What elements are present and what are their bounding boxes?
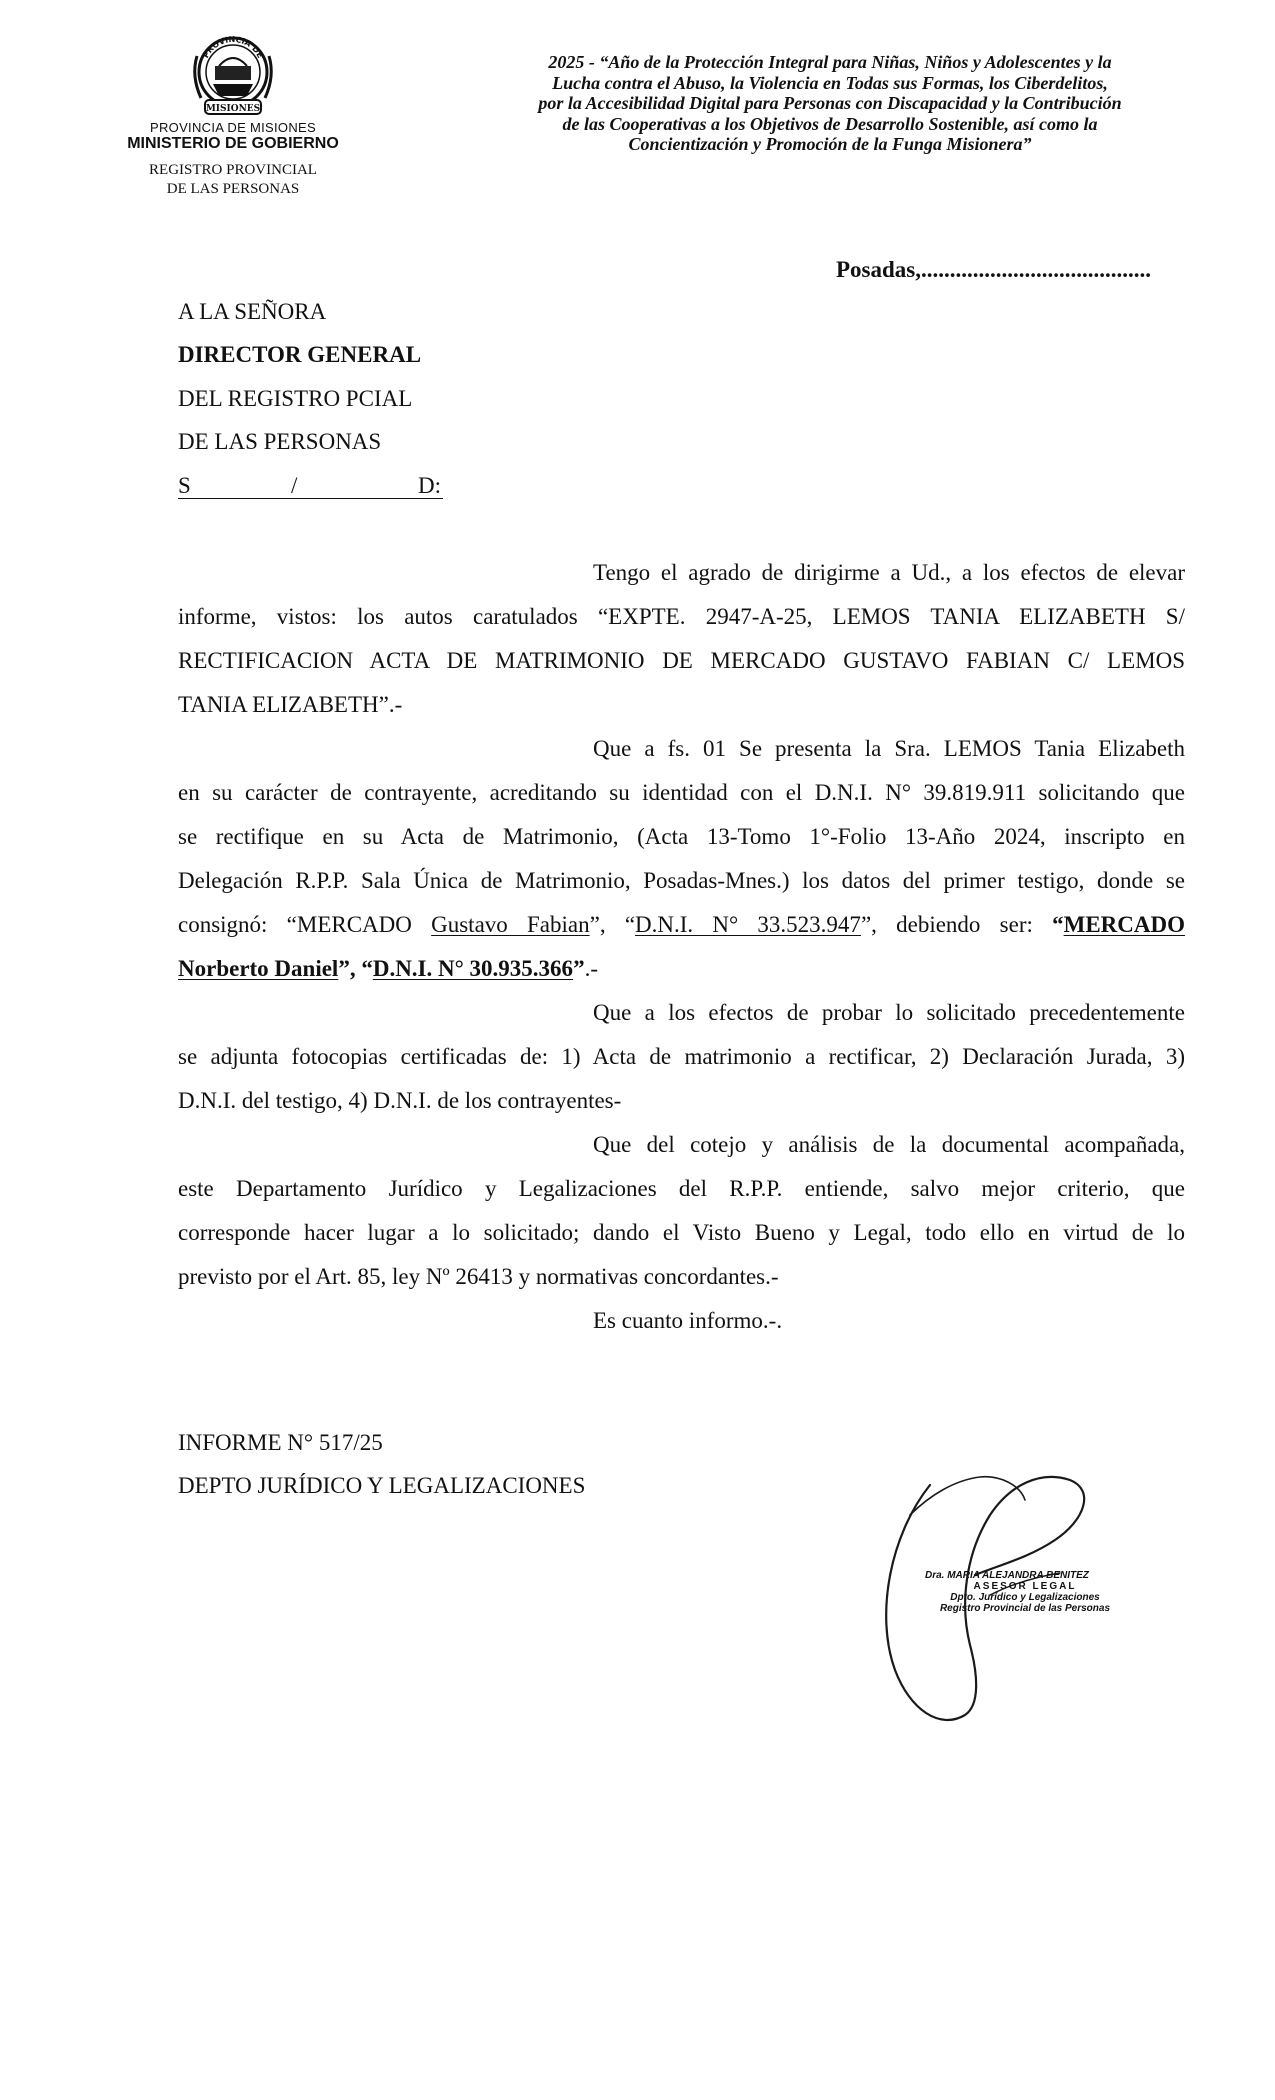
addressee-line-3: DEL REGISTRO PCIAL xyxy=(178,386,413,411)
p2-bold-sep: ”, “ xyxy=(338,956,373,981)
stamp-title: ASESOR LEGAL xyxy=(973,1581,1077,1592)
p1-line: Tengo el agrado de dirigirme a Ud., a los efectos de elevar xyxy=(593,560,1185,585)
paragraph-4 xyxy=(178,1123,1185,1299)
addressee-sd xyxy=(178,472,443,499)
p2-line: se rectifique en su Acta de Matrimonio, (Acta 13-Tomo 1°-Folio 13-Año 2024, inscripto en xyxy=(178,824,1185,849)
p2-line: Delegación R.P.P. Sala Única de Matrimonio, Posadas-Mnes.) los datos del primer testigo, donde se xyxy=(178,868,1185,893)
stamp-dept: Dpto. Jurídico y Legalizaciones xyxy=(950,1592,1100,1603)
motto-line: Concientización y Promoción de la Funga Misionera” xyxy=(628,134,1032,154)
paragraph-2 xyxy=(178,727,1185,991)
p2-bold-correct-dni: D.N.I. N° 30.935.366 xyxy=(372,956,574,981)
sd-s: S xyxy=(178,473,191,498)
p2-bold-correct-name: Norberto Daniel xyxy=(178,956,339,981)
p1-line: TANIA ELIZABETH”.- xyxy=(178,692,403,717)
p3-line: se adjunta fotocopias certificadas de: 1) Acta de matrimonio a rectificar, 2) Declaración Jurada, 3) xyxy=(178,1044,1185,1069)
stamp-registry: Registro Provincial de las Personas xyxy=(939,1603,1111,1614)
report-number: INFORME N° 517/25 xyxy=(178,1430,383,1455)
paragraph-1 xyxy=(178,551,1185,727)
p2-underlined-name: Gustavo Fabian xyxy=(431,912,590,937)
p4-line: Que del cotejo y análisis de la documental acompañada, xyxy=(593,1132,1185,1157)
motto-line: Lucha contra el Abuso, la Violencia en Todas sus Formas, los Ciberdelitos, xyxy=(552,72,1108,93)
p2-bold-quote: ” xyxy=(573,956,585,981)
stamp-name: Dra. MARIA ALEJANDRA BENITEZ xyxy=(925,1570,1089,1581)
ministry-name: MINISTERIO DE GOBIERNO xyxy=(127,135,339,152)
p5-line: Es cuanto informo.-. xyxy=(593,1308,783,1333)
p2-underlined-dni: D.N.I. N° 33.523.947 xyxy=(635,912,861,937)
motto-line: por la Accesibilidad Digital para Personas con Discapacidad y la Contribución xyxy=(538,93,1122,113)
p2-line: en su carácter de contrayente, acreditando su identidad con el D.N.I. N° 39.819.911 solicitando que xyxy=(178,780,1185,805)
paragraph-3 xyxy=(178,991,1185,1123)
p2-line: Que a fs. 01 Se presenta la Sra. LEMOS Tania Elizabeth xyxy=(593,736,1185,761)
p4-line: este Departamento Jurídico y Legalizaciones del R.P.P. entiende, salvo mejor criterio, que xyxy=(178,1176,1185,1201)
p2-bold-quote: “ xyxy=(1052,912,1064,937)
paragraph-5 xyxy=(178,1299,1185,1343)
header-institution xyxy=(100,120,366,199)
official-stamp xyxy=(925,1570,1125,1614)
motto-line: 2025 - “Año de la Protección Integral para Niñas, Niños y Adolescentes y la xyxy=(548,52,1112,72)
crest-bottom-text: MISIONES xyxy=(205,104,261,114)
p2-text: .- xyxy=(584,956,598,981)
sd-d: D: xyxy=(418,473,441,498)
p2-text: ”, “ xyxy=(589,912,636,937)
p2-line-6 xyxy=(178,947,1185,991)
department-name: DEPTO JURÍDICO Y LEGALIZACIONES xyxy=(178,1473,586,1498)
addressee-line-1: A LA SEÑORA xyxy=(178,299,327,324)
place-date: Posadas,........................................ xyxy=(836,257,1151,282)
province-name: PROVINCIA DE MISIONES xyxy=(150,120,316,135)
svg-text:PROVINCIA DE xyxy=(201,35,265,60)
p4-line: previsto por el Art. 85, ley Nº 26413 y normativas concordantes.- xyxy=(178,1264,779,1289)
p1-line: RECTIFICACION ACTA DE MATRIMONIO DE MERCADO GUSTAVO FABIAN C/ LEMOS xyxy=(178,648,1185,673)
coat-of-arms-logo xyxy=(183,26,283,126)
crest-top-text: PROVINCIA DE xyxy=(201,34,265,60)
motto-line: de las Cooperativas a los Objetivos de Desarrollo Sostenible, así como la xyxy=(562,113,1098,134)
sd-slash: / xyxy=(291,473,298,498)
p1-line: informe, vistos: los autos caratulados “EXPTE. 2947-A-25, LEMOS TANIA ELIZABETH S/ xyxy=(178,604,1185,629)
year-motto xyxy=(470,52,1190,155)
p3-line: Que a los efectos de probar lo solicitado precedentemente xyxy=(593,1000,1185,1025)
p4-line: corresponde hacer lugar a lo solicitado; dando el Visto Bueno y Legal, todo ello en virtud de lo xyxy=(178,1220,1185,1245)
p3-line: D.N.I. del testigo, 4) D.N.I. de los contrayentes- xyxy=(178,1088,622,1113)
p2-line-5 xyxy=(178,903,1185,947)
addressee-line-4: DE LAS PERSONAS xyxy=(178,429,382,454)
p2-text: consignó: “MERCADO xyxy=(178,912,432,937)
p2-text: ”, debiendo ser: xyxy=(860,912,1053,937)
p2-bold-correct-surname: MERCADO xyxy=(1063,912,1185,937)
registry-line-2: DE LAS PERSONAS xyxy=(166,181,300,197)
addressee-line-2: DIRECTOR GENERAL xyxy=(178,342,422,367)
registry-line-1: REGISTRO PROVINCIAL xyxy=(149,162,317,178)
